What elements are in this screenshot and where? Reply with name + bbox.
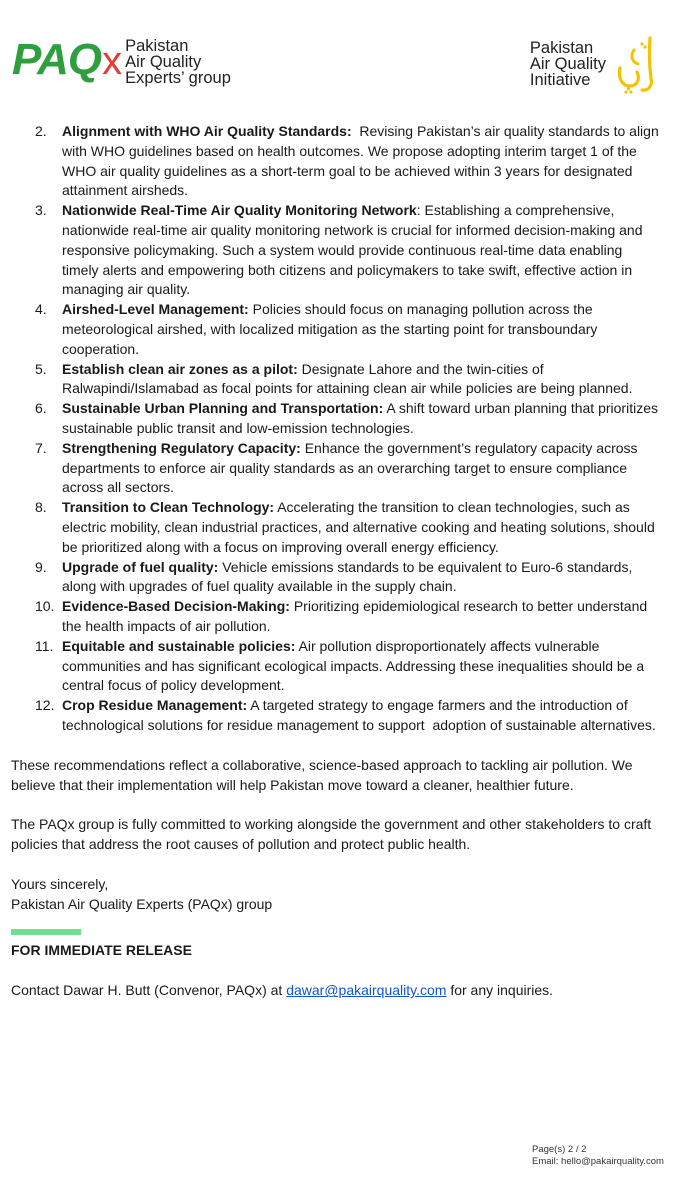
recommendation-item: [11, 360, 661, 400]
recommendation-title: Alignment with WHO Air Quality Standards:: [62, 123, 352, 139]
recommendation-number: 5.: [35, 360, 47, 377]
paqx-logo: [12, 35, 231, 87]
paqi-logo-text: Pakistan Air Quality Initiative: [529, 39, 606, 89]
contact-line: Contact Dawar H. Butt (Convenor, PAQx) at dawar@pakairquality.com for any inquiries.: [11, 982, 554, 999]
paqi-urdu-logo-icon: [612, 34, 656, 94]
recommendation-item: [11, 201, 661, 300]
recommendation-number: 11.: [35, 637, 54, 654]
recommendation-title: Evidence-Based Decision-Making:: [62, 598, 290, 615]
recommendation-number: 2.: [35, 123, 47, 139]
recommendation-item: [11, 122, 661, 201]
page-footer: [532, 1144, 664, 1168]
recommendation-item: [11, 597, 661, 637]
closing-paragraph-1: These recommendations reflect a collaborative, science-based approach to tackling air pollution. We believe that their implementation will help Pakistan move toward a cleaner, healthier future.: [11, 756, 633, 793]
recommendation-body: Policies should focus on managing pollution across the meteorological airshed, with localized mitigation as the starting point for transboundary cooperation.: [62, 301, 602, 357]
recommendation-title: Equitable and sustainable policies:: [62, 637, 296, 654]
signoff: Yours sincerely,: [11, 875, 109, 892]
recommendation-number: 12.: [35, 697, 55, 714]
recommendation-body: Revising Pakistan’s air quality standards to align with WHO guidelines based on health outcomes. We propose adopting interim target 1 of the WHO air quality guidelines as a short-term goal to be achieved within 3 years for designated attainment airsheds.: [62, 123, 663, 199]
recommendation-body: Prioritizing epidemiological research to better understand the health impacts of air pollution.: [62, 598, 652, 634]
release-accent-bar: [11, 929, 81, 935]
closing-paragraph-2: The PAQx group is fully committed to working alongside the government and other stakeholders to craft policies that address the root causes of pollution and protect public health.: [11, 816, 652, 853]
paqi-logo: [530, 34, 656, 94]
recommendation-number: 10.: [35, 598, 55, 615]
recommendation-item: [11, 399, 661, 439]
recommendation-body: A shift toward urban planning that prioritizes sustainable public transit and low-emission technologies.: [62, 400, 662, 436]
recommendation-body: Air pollution disproportionately affects vulnerable communities and has significant ecological impacts. Addressing these inequalities should be a central focus of policy development.: [62, 637, 649, 694]
recommendation-item: [11, 696, 661, 736]
recommendation-number: 9.: [35, 558, 47, 575]
recommendation-title: Strengthening Regulatory Capacity:: [62, 439, 301, 456]
recommendation-number: 3.: [35, 202, 47, 219]
recommendation-body: Vehicle emissions standards to be equivalent to Euro-6 standards, along with upgrades of fuel quality available in the supply chain.: [62, 558, 637, 595]
recommendation-body: : Establishing a comprehensive, nationwide real-time air quality monitoring network is crucial for informed decision-making and responsive policymaking. Such a system would provide continuous real-time data enabling timely alerts and empowering both citizens and policymakers to take swift, effective action in managing air quality.: [62, 202, 647, 298]
letter-body: [11, 122, 661, 1001]
recommendation-title: Sustainable Urban Planning and Transportation:: [62, 400, 384, 417]
recommendation-item: [11, 300, 661, 359]
recommendation-item: [11, 558, 661, 598]
page-count: Page(s) 2 / 2: [532, 1144, 587, 1155]
recommendation-body: Designate Lahore and the twin-cities of Ralwapindi/Islamabad as focal points for attaining clean air while policies are being planned.: [62, 360, 633, 397]
recommendation-number: 4.: [35, 301, 47, 318]
recommendation-body: A targeted strategy to engage farmers and the introduction of technological solutions for residue management to support adoption of sustainable alternatives.: [62, 697, 656, 733]
recommendation-number: 6.: [35, 400, 47, 417]
recommendations-list: [11, 122, 661, 736]
recommendation-title: Nationwide Real-Time Air Quality Monitoring Network: [62, 202, 417, 219]
signature: Pakistan Air Quality Experts (PAQx) group: [11, 895, 273, 912]
letterhead: [0, 34, 676, 104]
paqx-logo-text: Pakistan Air Quality Experts’ group: [125, 37, 231, 87]
paqx-logo-mark: PAQx: [12, 35, 122, 84]
recommendation-title: Upgrade of fuel quality:: [62, 558, 219, 575]
release-label: FOR IMMEDIATE RELEASE: [11, 942, 192, 959]
recommendation-title: Airshed-Level Management:: [62, 301, 249, 318]
recommendation-number: 8.: [35, 499, 47, 516]
recommendation-title: Crop Residue Management:: [62, 697, 248, 714]
recommendation-number: 7.: [35, 439, 47, 456]
contact-email-link[interactable]: dawar@pakairquality.com: [286, 982, 447, 999]
recommendation-item: [11, 498, 661, 557]
recommendation-title: Establish clean air zones as a pilot:: [62, 360, 298, 377]
recommendation-item: [11, 439, 661, 498]
recommendation-title: Transition to Clean Technology:: [62, 499, 275, 516]
recommendation-item: [11, 637, 661, 696]
recommendation-body: Accelerating the transition to clean technologies, such as electric mobility, clean industrial practices, and alternative cooking and heating solutions, should be prioritized along with a focus on improving overall energy efficiency.: [62, 499, 659, 555]
footer-email: Email: hello@pakairquality.com: [532, 1156, 664, 1167]
recommendation-body: Enhance the government’s regulatory capacity across departments to enforce air quality standards as an overarching target to ensure compliance across all sectors.: [62, 439, 642, 496]
